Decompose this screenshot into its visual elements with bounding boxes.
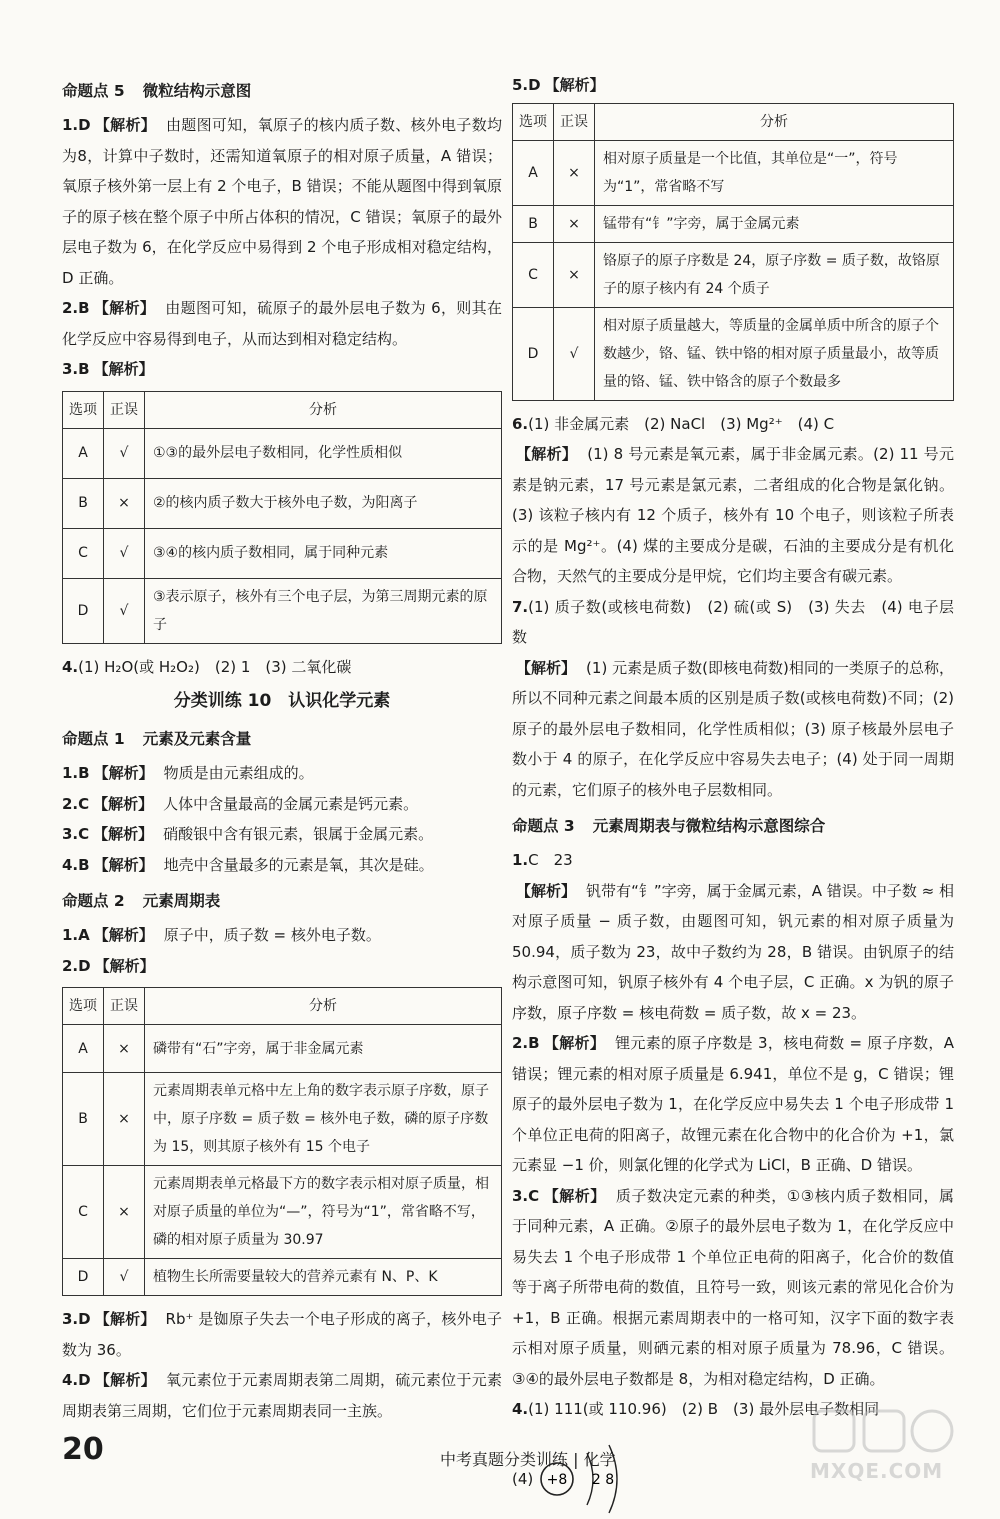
cell-analysis: ②的核内质子数大于核外电子数，为阳离子 <box>145 478 502 528</box>
section-heading <box>512 811 954 841</box>
answer-text: C 23 <box>528 851 573 869</box>
cell-analysis: 元素周期表单元格中左上角的数字表示原子序数，原子中，原子序数 = 质子数 = 核外电子数，磷的原子序数为 15，则其原子核外有 15 个电子 <box>145 1073 502 1166</box>
answer-choice: D <box>78 1310 91 1328</box>
analysis-tag: 【解析】 <box>516 445 578 463</box>
answer-item <box>62 850 502 881</box>
col-header-judgment: 正误 <box>104 988 145 1025</box>
analysis-tag: 【解析】 <box>516 658 577 677</box>
table-row <box>63 528 502 578</box>
page-number: 20 <box>62 1432 104 1467</box>
answer-item <box>62 951 502 982</box>
answer-text: (1) 非金属元素 (2) NaCl (3) Mg²⁺ (4) C <box>528 414 835 433</box>
col-header-analysis: 分析 <box>595 103 954 140</box>
table-header-row <box>63 391 502 428</box>
cell-option: B <box>63 478 104 528</box>
table-row <box>63 1166 502 1259</box>
answer-choice: D <box>78 116 91 134</box>
cell-mark: × <box>554 140 595 205</box>
answer-text: (1) H₂O(或 H₂O₂) (2) 1 (3) 二氧化碳 <box>78 657 352 676</box>
table-header-row <box>513 103 954 140</box>
watermark-graphic <box>810 1405 960 1461</box>
cell-mark: × <box>104 1025 145 1073</box>
item-number: 3. <box>62 360 79 378</box>
item-number: 1. <box>62 926 79 944</box>
cell-option: C <box>63 528 104 578</box>
section-label: 命题点 1 <box>62 730 125 748</box>
col-header-judgment: 正误 <box>554 103 595 140</box>
analysis-tag: 【解析】 <box>94 1310 156 1328</box>
cell-option: D <box>63 578 104 643</box>
table-row <box>513 205 954 242</box>
section-heading <box>62 76 502 106</box>
answer-choice: D <box>78 956 91 975</box>
watermark-text: MXQE.COM <box>810 1459 944 1483</box>
col-header-option: 选项 <box>63 391 104 428</box>
analysis-tag: 【解析】 <box>543 1186 606 1205</box>
answer-text: (1) 质子数(或核电荷数) (2) 硫(或 S) (3) 失去 (4) 电子层数 <box>512 597 954 646</box>
answer-choice: B <box>78 360 90 378</box>
answer-choice: C <box>78 794 90 813</box>
cell-option: D <box>63 1259 104 1296</box>
watermark-logo <box>810 1405 960 1485</box>
analysis-tag: 【解析】 <box>516 881 577 900</box>
answer-item <box>512 592 954 653</box>
answer-choice: B <box>78 855 90 874</box>
analysis-text: 锂元素的原子序数是 3，核电荷数 = 原子序数，A 错误；锂元素的相对原子质量是 6.941，单位不是 g，C 错误；锂原子的最外层电子数为 1，在化学反应中易失去 1 个电子形成带 1 个单位正电荷的阳离子，故锂元素在化合物中的化合价为 +1，氯元素显 −1 价，则氯化锂的化学式为 LiCl，B 正确、D 错误。 <box>512 1034 954 1174</box>
cell-option: A <box>63 428 104 478</box>
analysis-tag: 【解析】 <box>93 794 154 813</box>
table-row <box>63 1025 502 1073</box>
table-header-row <box>63 988 502 1025</box>
analysis-table <box>62 391 502 644</box>
cell-option: B <box>63 1073 104 1166</box>
cell-option: A <box>63 1025 104 1073</box>
analysis-text: 由题图可知，硫原子的最外层电子数为 6，则其在化学反应中容易得到电子，从而达到相对稳定结构。 <box>62 299 502 348</box>
cell-mark: √ <box>554 307 595 400</box>
section-title: 元素周期表与微粒结构示意图综合 <box>592 817 826 835</box>
table-row <box>63 1073 502 1166</box>
book-title: 中考真题分类训练 | 化学 <box>440 1450 616 1469</box>
nucleus-charge: +8 <box>546 1471 568 1488</box>
section-label: 命题点 3 <box>512 817 575 835</box>
answer-choice: D <box>78 1371 91 1389</box>
analysis-text: 氧元素位于元素周期表第二周期，硫元素位于元素周期表第三周期，它们位于元素周期表同一主族。 <box>62 1371 502 1420</box>
analysis-table <box>512 103 954 401</box>
analysis-tag: 【解析】 <box>93 855 154 874</box>
answer-item <box>512 1181 954 1395</box>
section-label: 命题点 5 <box>62 82 125 100</box>
analysis-text: 钒带有“钅”字旁，属于金属元素，A 错误。中子数 ≈ 相对原子质量 − 质子数，由题图可知，钒元素的相对原子质量为 50.94，质子数为 23，故中子数约为 28，B 错误。由钒原子的结构示意图可知，钒原子核外有 4 个电子层，C 正确。x 为钒的原子序数，原子序数 = 核电荷数 = 质子数，故 x = 23。 <box>512 881 954 1022</box>
item-number: 2. <box>512 1034 529 1052</box>
analysis-text: 质子数决定元素的种类，①③核内质子数相同，属于同种元素，A 正确。②原子的最外层电子数为 1，在化学反应中易失去 1 个电子形成带 1 个单位正电荷的阳离子，化合价的数值等于离子所带电荷的数值，且符号一致，则该元素的常见化合价为 +1，B 正确。根据元素周期表中的一格可知，汉字下面的数字表示相对原子质量，则硒元素的相对原子质量为 78.96，C 错误。③④的最外层电子数都是 8，为相对稳定结构，D 正确。 <box>512 1186 954 1388</box>
answer-choice: D <box>528 76 541 94</box>
answer-item <box>512 1028 954 1181</box>
analysis-tag: 【解析】 <box>94 1371 157 1389</box>
section-label: 命题点 2 <box>62 892 125 910</box>
analysis-text: 原子中，质子数 = 核外电子数。 <box>163 926 381 944</box>
table-row <box>513 307 954 400</box>
answer-item <box>62 354 502 385</box>
answer-item <box>62 1365 502 1426</box>
answer-item <box>62 110 502 293</box>
cell-analysis: ③表示原子，核外有三个电子层，为第三周期元素的原子 <box>145 578 502 643</box>
cell-mark: × <box>104 1073 145 1166</box>
answer-item <box>512 70 954 101</box>
analysis-tag: 【解析】 <box>93 926 154 944</box>
cell-analysis: 相对原子质量越大，等质量的金属单质中所含的原子个数越少，铬、锰、铁中铬的相对原子质量最小，故等质量的铬、锰、铁中铬含的原子个数最多 <box>595 307 954 400</box>
answer-text: (1) 111(或 110.96) (2) B (3) 最外层电子数相同 <box>528 1400 880 1418</box>
cell-mark: × <box>104 1166 145 1259</box>
table-row <box>513 140 954 205</box>
analysis-text: Rb⁺ 是铷原子失去一个电子形成的离子，核外电子数为 36。 <box>62 1310 502 1359</box>
analysis-paragraph <box>512 876 954 1029</box>
cell-option: C <box>63 1166 104 1259</box>
cell-mark: √ <box>104 428 145 478</box>
cell-mark: √ <box>104 1259 145 1296</box>
item-number: 4. <box>62 1371 79 1389</box>
item-number: 1. <box>512 851 529 869</box>
item-number: 2. <box>62 794 79 813</box>
item-number: 3. <box>62 825 79 843</box>
col-header-analysis: 分析 <box>145 988 502 1025</box>
answer-item <box>512 409 954 440</box>
answer-item <box>62 789 502 820</box>
answer-choice: B <box>78 764 90 782</box>
cell-analysis: 植物生长所需要量较大的营养元素有 N、P、K <box>145 1259 502 1296</box>
section-heading <box>62 724 502 754</box>
cell-analysis: 锰带有“钅”字旁，属于金属元素 <box>595 205 954 242</box>
table-row <box>63 478 502 528</box>
item-number: 4. <box>512 1400 529 1418</box>
item-number: 4. <box>62 657 79 676</box>
shell-electron-counts: 2 8 <box>592 1471 615 1488</box>
section-title: 元素周期表 <box>142 892 221 910</box>
item-number: 3. <box>512 1186 529 1205</box>
item-number: 2. <box>62 299 79 317</box>
answer-item <box>62 293 502 354</box>
analysis-text: 硝酸银中含有银元素，银属于金属元素。 <box>163 825 434 843</box>
analysis-text: 地壳中含量最多的元素是氧，其次是硅。 <box>163 855 434 874</box>
analysis-tag: 【解析】 <box>544 76 605 94</box>
analysis-tag: 【解析】 <box>94 116 157 134</box>
analysis-text: 由题图可知，氧原子的核内质子数、核外电子数均为8，计算中子数时，还需知道氧原子的相对原子质量，A 错误；氧原子核外第一层上有 2 个电子，B 错误；不能从题图中得到氧原子的原子核在整个原子中所占体积的情况，C 错误；氧原子的最外层电子数为 6，在化学反应中易得到 2 个电子形成相对稳定结构，D 正确。 <box>62 116 502 287</box>
table-row <box>513 242 954 307</box>
analysis-tag: 【解析】 <box>93 764 154 782</box>
answer-choice: B <box>528 1034 540 1052</box>
analysis-text: 物质是由元素组成的。 <box>163 764 314 782</box>
answer-item <box>62 652 502 683</box>
left-column <box>62 70 502 1426</box>
analysis-paragraph <box>512 439 954 592</box>
col-header-analysis: 分析 <box>145 391 502 428</box>
item-number: 1. <box>62 116 79 134</box>
answer-choice: C <box>78 825 90 843</box>
cell-option: C <box>513 242 554 307</box>
analysis-paragraph <box>512 653 954 806</box>
item-number: 7. <box>512 597 529 616</box>
cell-option: A <box>513 140 554 205</box>
item-number: 1. <box>62 764 79 782</box>
cell-analysis: 元素周期表单元格最下方的数字表示相对原子质量，相对原子质量的单位为“—”，符号为“1”，常省略不写，磷的相对原子质量为 30.97 <box>145 1166 502 1259</box>
subquestion-label: (4) <box>512 1469 534 1488</box>
answer-item <box>62 1304 502 1365</box>
item-number: 2. <box>62 956 79 975</box>
section-heading <box>62 886 502 916</box>
item-number: 3. <box>62 1310 79 1328</box>
analysis-table <box>62 987 502 1296</box>
cell-analysis: 相对原子质量是一个比值，其单位是“一”，符号为“1”，常省略不写 <box>595 140 954 205</box>
col-header-judgment: 正误 <box>104 391 145 428</box>
analysis-tag: 【解析】 <box>93 825 154 843</box>
cell-mark: × <box>554 205 595 242</box>
answer-item <box>62 819 502 850</box>
cell-analysis: ③④的核内质子数相同，属于同种元素 <box>145 528 502 578</box>
analysis-tag: 【解析】 <box>543 1034 606 1052</box>
item-number: 4. <box>62 855 79 874</box>
analysis-tag: 【解析】 <box>93 299 156 317</box>
cell-analysis: 铬原子的原子序数是 24，原子序数 = 质子数，故铬原子的原子核内有 24 个质子 <box>595 242 954 307</box>
section-title: 元素及元素含量 <box>142 730 252 748</box>
right-column <box>512 70 954 1519</box>
col-header-option: 选项 <box>63 988 104 1025</box>
item-number: 6. <box>512 414 529 433</box>
cell-analysis: ①③的最外层电子数相同，化学性质相似 <box>145 428 502 478</box>
cell-option: D <box>513 307 554 400</box>
analysis-text: (1) 元素是质子数(即核电荷数)相同的一类原子的总称，所以不同种元素之间最本质的区别是质子数(或核电荷数)不同；(2) 原子的最外层电子数相同，化学性质相似；(3) 原子核最外层电子数小于 4 的原子，在化学反应中容易失去电子；(4) 处于同一周期的元素，它们原子的核外电子层数相同。 <box>512 658 954 799</box>
answer-choice: A <box>78 926 90 944</box>
answer-item <box>512 845 954 876</box>
section-title: 微粒结构示意图 <box>142 82 252 100</box>
analysis-text: (1) 8 号元素是氧元素，属于非金属元素。(2) 11 号元素是钠元素，17 号元素是氯元素，二者组成的化合物是氯化钠。(3) 该粒子核内有 12 个质子，核外有 10 个电子，则该粒子所表示的是 Mg²⁺。(4) 煤的主要成分是碳，石油的主要成分是有机化合物，天然气的主要成分是甲烷，它们均主要含有碳元素。 <box>512 445 954 585</box>
cell-option: B <box>513 205 554 242</box>
cell-mark: √ <box>104 528 145 578</box>
answer-choice: B <box>78 299 90 317</box>
cell-analysis: 磷带有“石”字旁，属于非金属元素 <box>145 1025 502 1073</box>
col-header-option: 选项 <box>513 103 554 140</box>
answer-item <box>62 920 502 951</box>
answer-choice: C <box>528 1186 540 1205</box>
table-row <box>63 578 502 643</box>
analysis-tag: 【解析】 <box>93 360 154 378</box>
analysis-tag: 【解析】 <box>94 956 155 975</box>
item-number: 5. <box>512 76 529 94</box>
cell-mark: × <box>554 242 595 307</box>
cell-mark: × <box>104 478 145 528</box>
analysis-text: 人体中含量最高的金属元素是钙元素。 <box>163 794 419 813</box>
table-row <box>63 1259 502 1296</box>
cell-mark: √ <box>104 578 145 643</box>
chapter-title: 分类训练 10 认识化学元素 <box>173 691 391 711</box>
table-row <box>63 428 502 478</box>
answer-item <box>62 758 502 789</box>
